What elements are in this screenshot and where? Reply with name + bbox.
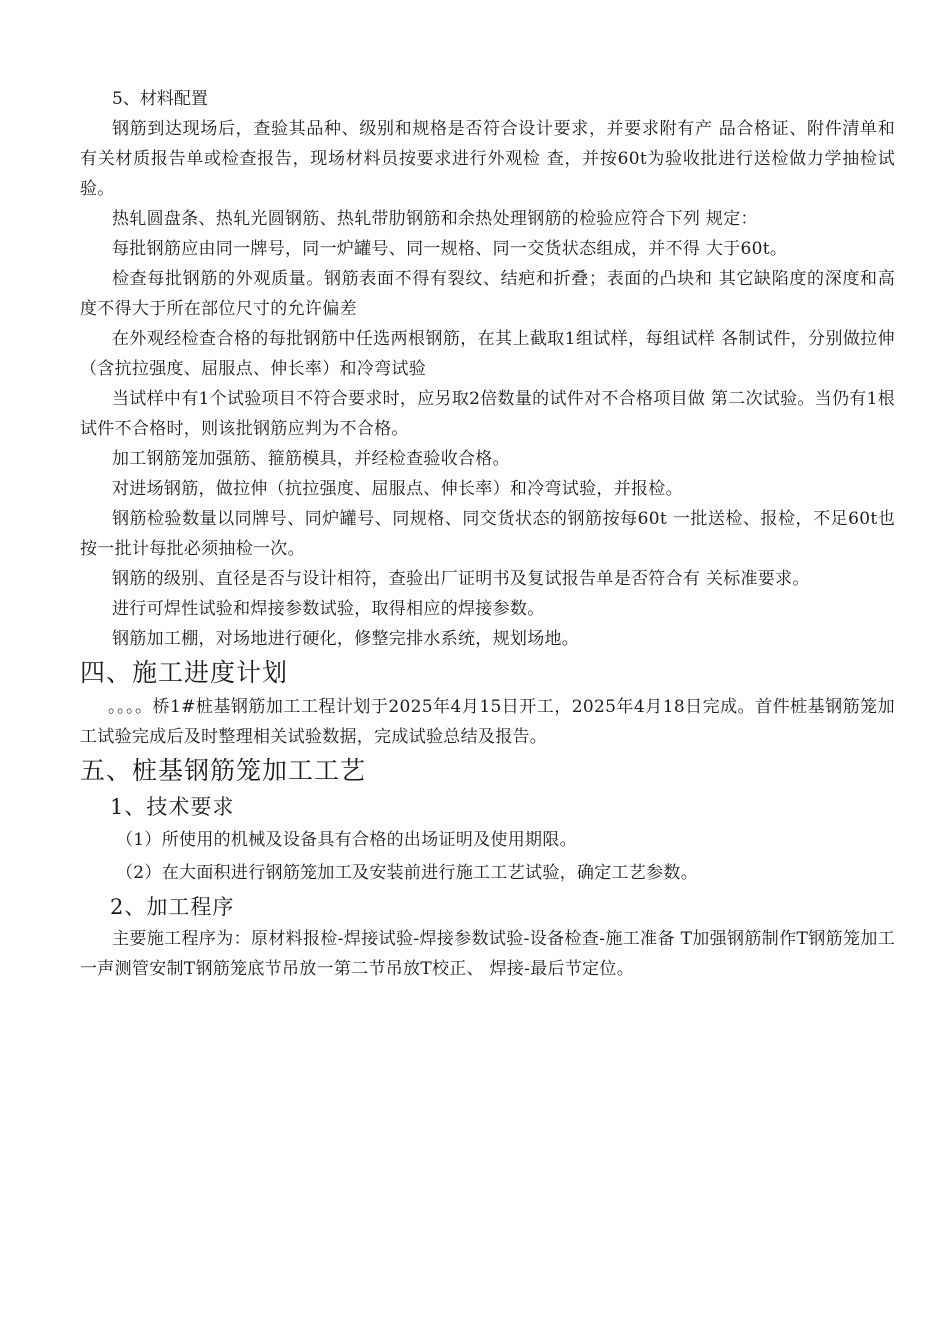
paragraph-procedure: 主要施工程序为：原材料报检-焊接试验-焊接参数试验-设备检查-施工准备 T加强钢筋制作T钢筋笼加工一声测管安制T钢筋笼底节吊放一第二节吊放T校正、 焊接-最后节定位。 <box>80 929 895 979</box>
paragraph-weldability: 进行可焊性试验和焊接参数试验，取得相应的焊接参数。 <box>112 599 545 619</box>
paragraph-workshop: 钢筋加工棚，对场地进行硬化，修整完排水系统，规划场地。 <box>112 629 580 649</box>
paragraph-tensile-test: 对进场钢筋，做拉伸（抗拉强度、屈服点、伸长率）和冷弯试验，并报检。 <box>112 479 683 499</box>
paragraph-batch-composition: 每批钢筋应由同一牌号，同一炉罐号、同一规格、同一交货状态组成，并不得 大于60t。 <box>112 239 788 259</box>
technical-requirements-heading: 1、技术要求 <box>110 795 235 819</box>
paragraph-appearance-check: 检查每批钢筋的外观质量。钢筋表面不得有裂纹、结疤和折叠；表面的凸块和 其它缺陷度的深度和高度不得大于所在部位尺寸的允许偏差 <box>80 269 895 319</box>
paragraph-grade-check: 钢筋的级别、直径是否与设计相符，查验出厂证明书及复试报告单是否符合有 关标准要求。 <box>112 569 810 589</box>
paragraph-hot-rolled-rules: 热轧圆盘条、热轧光圆钢筋、热轧带肋钢筋和余热处理钢筋的检验应符合下列 规定： <box>112 209 758 229</box>
document-body <box>80 84 895 984</box>
paragraph-molds: 加工钢筋笼加强筋、箍筋模具，并经检查验收合格。 <box>112 449 510 469</box>
section-five-heading: 五、桩基钢筋笼加工工艺 <box>80 756 367 785</box>
requirement-item-1: （1）所使用的机械及设备具有合格的出场证明及使用期限。 <box>116 830 577 850</box>
requirement-item-2: （2）在大面积进行钢筋笼加工及安装前进行施工工艺试验，确定工艺参数。 <box>116 863 699 883</box>
section-four-heading: 四、施工进度计划 <box>80 658 289 687</box>
paragraph-inspection-quantity: 钢筋检验数量以同牌号、同炉罐号、同规格、同交货状态的钢筋按每60t 一批送检、报检，不足60t也按一批计每批必须抽检一次。 <box>80 509 895 559</box>
paragraph-schedule: 。。。。桥1#桩基钢筋加工工程计划于2025年4月15日开工，2025年4月18日完成。首件桩基钢筋笼加工试验完成后及时整理相关试验数据，完成试验总结及报告。 <box>80 697 895 747</box>
paragraph-retest: 当试样中有1个试验项目不符合要求时，应另取2倍数量的试件对不合格项目做 第二次试验。当仍有1根试件不合格时，则该批钢筋应判为不合格。 <box>80 389 895 439</box>
paragraph-arrival-inspection: 钢筋到达现场后，查验其品种、级别和规格是否符合设计要求，并要求附有产 品合格证、附件清单和有关材质报告单或检查报告，现场材料员按要求进行外观检 查，并按60t为验收批进行送检做力学抽检试验。 <box>80 119 895 199</box>
section-5-heading: 5、材料配置 <box>112 89 208 109</box>
processing-procedure-heading: 2、加工程序 <box>110 895 235 919</box>
paragraph-sampling: 在外观经检查合格的每批钢筋中任选两根钢筋，在其上截取1组试样，每组试样 各制试件，分别做拉伸（含抗拉强度、屈服点、伸长率）和冷弯试验 <box>80 329 895 379</box>
